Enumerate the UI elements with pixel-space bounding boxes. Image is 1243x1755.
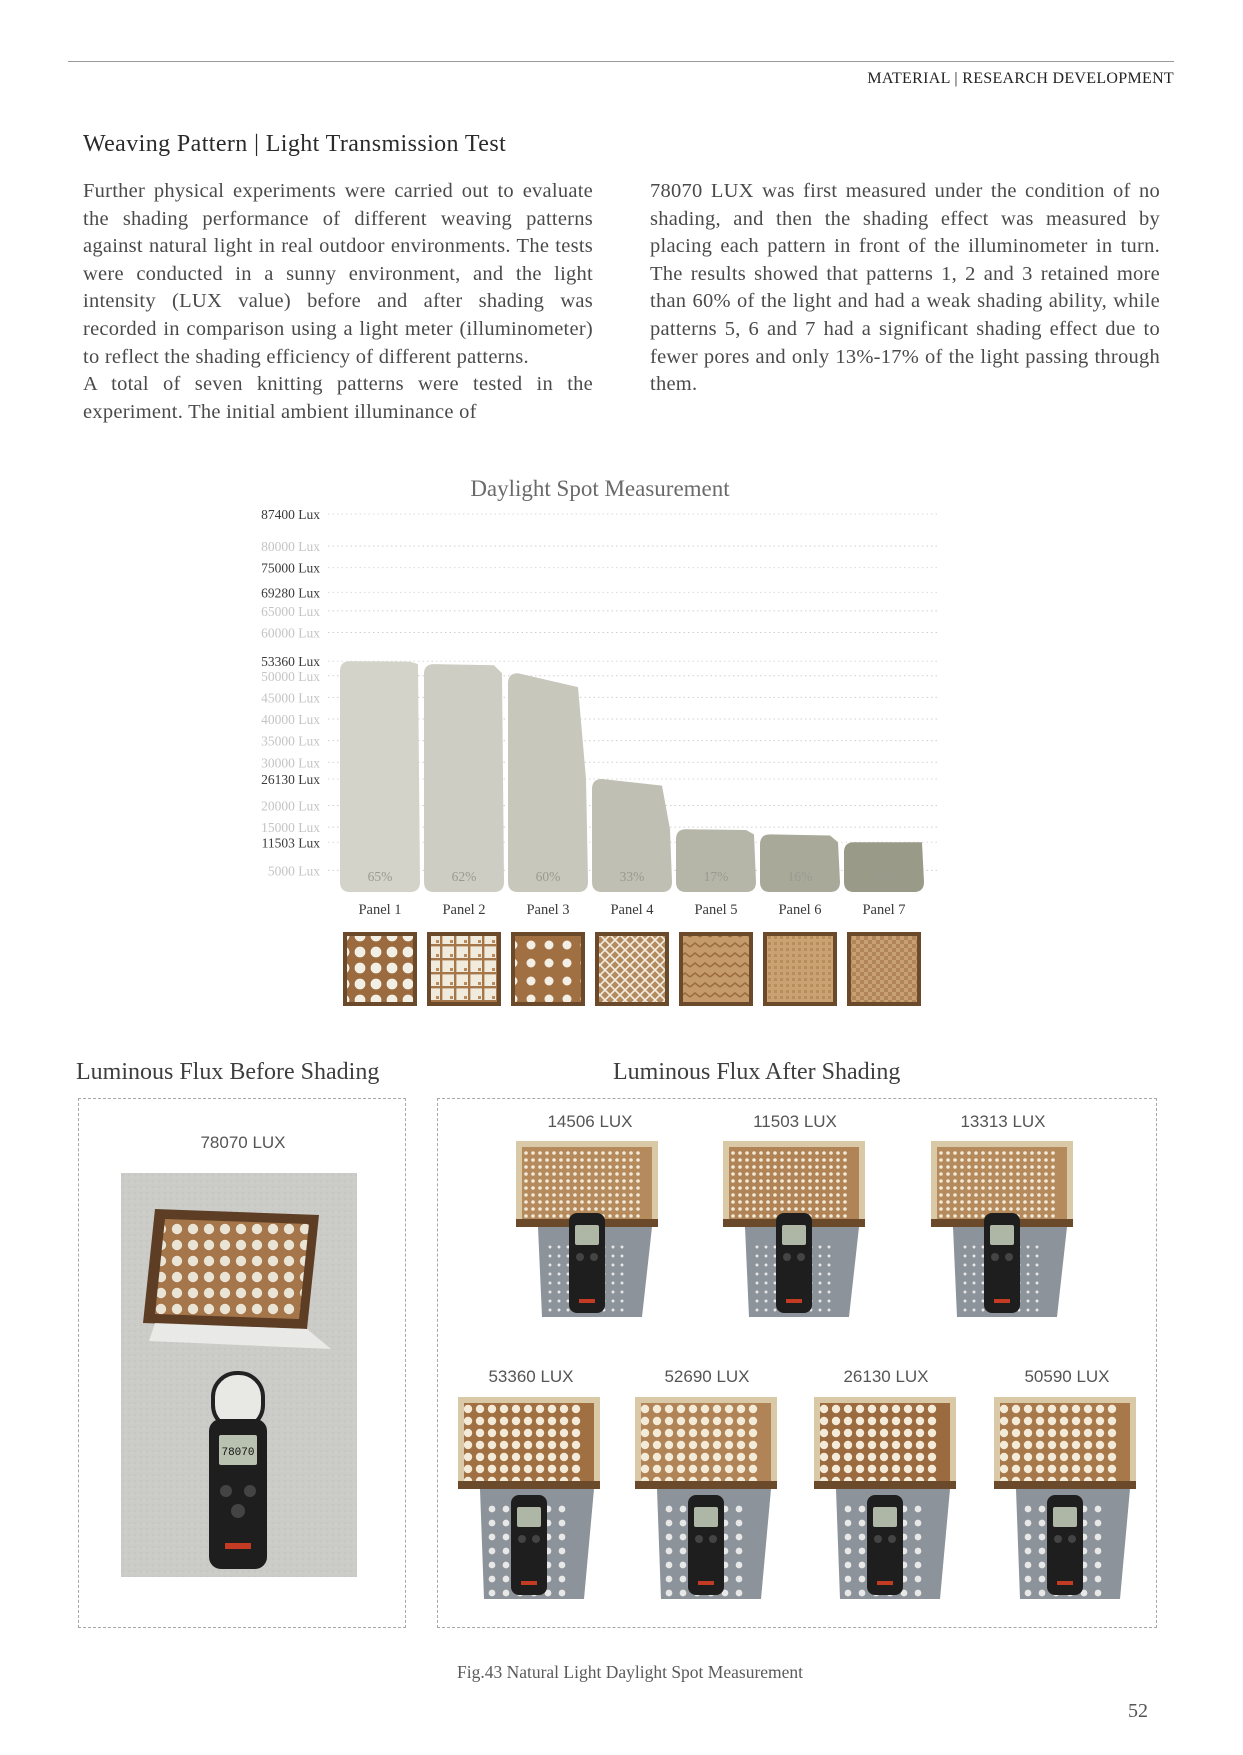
x-tick-label: Panel 3 (526, 902, 570, 918)
before-lux-label: 78070 LUX (200, 1133, 286, 1152)
figure-caption: Fig.43 Natural Light Daylight Spot Measurement (456, 1662, 804, 1682)
x-tick-label: Panel 5 (694, 902, 738, 918)
after-shading-title: Luminous Flux After Shading (613, 1059, 901, 1085)
y-tick-label: 69280 Lux (261, 585, 320, 601)
x-tick-label: Panel 6 (778, 902, 822, 918)
after-shading-photo (516, 1141, 658, 1333)
y-tick-label: 26130 Lux (261, 771, 320, 787)
weave-swatch-panel-5 (679, 932, 753, 1006)
before-shading-panel (78, 1098, 406, 1628)
header-subsection: RESEARCH DEVELOPMENT (962, 70, 1174, 87)
weave-swatch-panel-6 (763, 932, 837, 1006)
y-tick-label: 30000 Lux (261, 755, 320, 771)
y-tick-label: 65000 Lux (261, 603, 320, 619)
x-tick-label: Panel 1 (358, 902, 402, 918)
bar-panel-2 (424, 664, 504, 892)
page-number: 52 (1128, 1700, 1148, 1722)
y-tick-label: 45000 Lux (261, 690, 320, 706)
weave-swatch-panel-7 (847, 932, 921, 1006)
chart-y-axis-ticks (261, 507, 320, 878)
bar-percent-label: 60% (535, 869, 561, 884)
header-separator: | (954, 70, 958, 87)
after-shading-photo (994, 1397, 1136, 1615)
chart-title: Daylight Spot Measurement (470, 476, 730, 501)
header-section: MATERIAL (867, 70, 951, 87)
weave-swatch-panel-4 (595, 932, 669, 1006)
after-lux-label: 52690 LUX (664, 1367, 750, 1386)
after-lux-label: 50590 LUX (1024, 1367, 1110, 1386)
body-paragraph: A total of seven knitting patterns were tested in the experiment. The initial ambient illuminance of (83, 373, 593, 423)
y-tick-label: 20000 Lux (261, 798, 320, 814)
x-tick-label: Panel 7 (862, 902, 906, 918)
x-tick-label: Panel 2 (442, 902, 486, 918)
after-shading-panel (437, 1098, 1157, 1628)
after-shading-photo (931, 1141, 1073, 1333)
y-tick-label: 60000 Lux (261, 625, 320, 641)
bar-percent-label: 65% (367, 869, 393, 884)
bar-percent-label: 13% (871, 869, 897, 884)
after-lux-label: 26130 LUX (843, 1367, 929, 1386)
after-lux-label: 14506 LUX (547, 1112, 633, 1131)
after-lux-label: 13313 LUX (960, 1112, 1046, 1131)
y-tick-label: 15000 Lux (261, 820, 320, 836)
after-shading-photo (458, 1397, 600, 1615)
bar-panel-7 (844, 842, 924, 892)
before-shading-photo (121, 1173, 357, 1577)
x-tick-label: Panel 4 (610, 902, 654, 918)
y-tick-label: 50000 Lux (261, 668, 320, 684)
section-title: Weaving Pattern | Light Transmission Test (83, 131, 507, 157)
after-shading-photo (814, 1397, 956, 1615)
y-tick-label: 53360 Lux (261, 654, 320, 670)
weave-swatches (343, 932, 921, 1006)
after-shading-photo (723, 1141, 865, 1333)
y-tick-label: 5000 Lux (267, 863, 320, 879)
bar-percent-label: 17% (703, 869, 729, 884)
weave-swatch-panel-2 (427, 932, 501, 1006)
y-tick-label: 80000 Lux (261, 539, 320, 555)
bar-percent-label: 16% (787, 869, 813, 884)
bar-percent-label: 33% (619, 869, 645, 884)
bar-panel-3 (508, 673, 588, 892)
y-tick-label: 40000 Lux (261, 712, 320, 728)
before-shading-title: Luminous Flux Before Shading (76, 1059, 380, 1085)
after-shading-photo (635, 1397, 777, 1615)
after-lux-label: 11503 LUX (753, 1112, 837, 1131)
weave-swatch-panel-1 (343, 932, 417, 1006)
y-tick-label: 35000 Lux (261, 733, 320, 749)
bar-panel-1 (340, 661, 420, 892)
body-paragraph: Further physical experiments were carried out to evaluate the shading performance of different weaving patterns against natural light in real outdoor environments. The tests were conducted in a sunny environment, and the light intensity (LUX value) before and after shading was recorded in comparison using a light meter (illuminometer) to reflect the shading efficiency of different patterns. (83, 180, 593, 368)
y-tick-label: 75000 Lux (261, 560, 320, 576)
body-paragraph: 78070 LUX was first measured under the condition of no shading, and then the shading effect was measured by placing each pattern in front of the illuminometer in turn. The results showed that patterns 1, 2 and 3 retained more than 60% of the light and had a weak shading ability, while patterns 5, 6 and 7 had a significant shading effect due to fewer pores and only 13%-17% of the light passing through them. (650, 180, 1160, 396)
y-tick-label: 11503 Lux (261, 835, 320, 851)
after-lux-label: 53360 LUX (488, 1367, 574, 1386)
y-tick-label: 87400 Lux (261, 507, 320, 522)
chart-x-axis-labels (358, 902, 905, 918)
weave-swatch-panel-3 (511, 932, 585, 1006)
bar-percent-label: 62% (451, 869, 477, 884)
meter-reading: 78070 (221, 1447, 255, 1459)
chart-bars (340, 661, 924, 892)
